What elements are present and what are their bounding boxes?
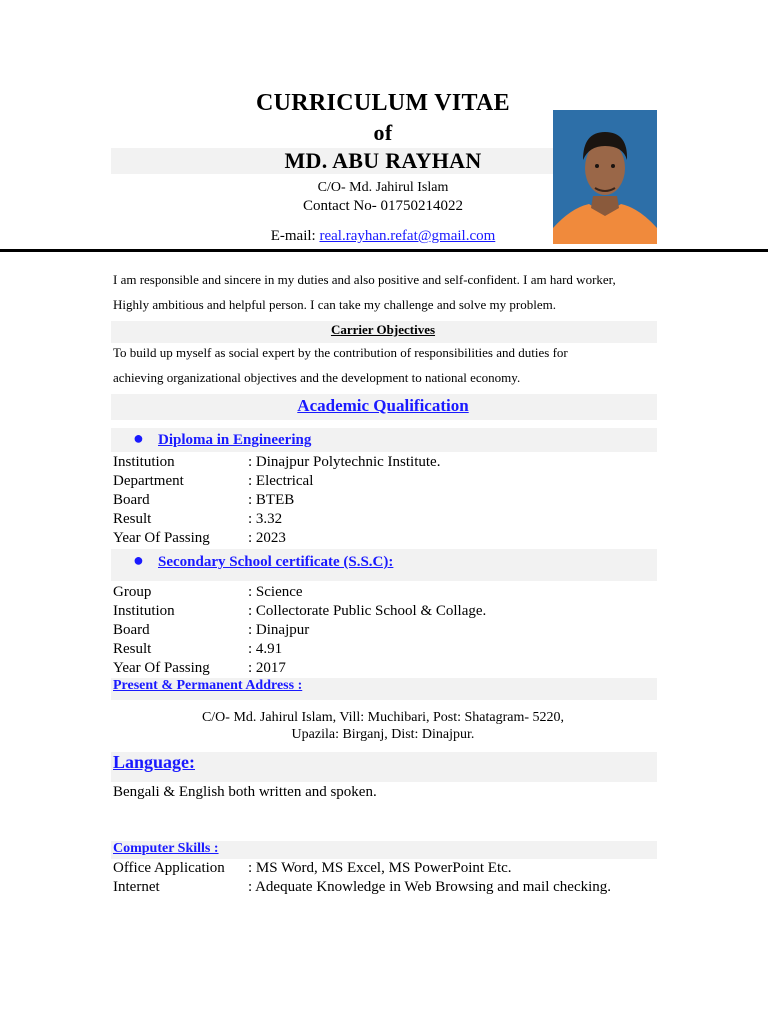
intro-line-2: Highly ambitious and helpful person. I can take my challenge and solve my problem.	[113, 297, 556, 312]
row-value: : 2023	[248, 530, 286, 546]
row-label: Result	[113, 641, 152, 657]
bullet-icon: ●	[133, 428, 144, 448]
row-label: Board	[113, 492, 150, 508]
objectives-line-1: To build up myself as social expert by the contribution of responsibilities and duties for	[113, 345, 568, 360]
row-value: : Adequate Knowledge in Web Browsing and mail checking.	[248, 879, 612, 895]
header-divider	[0, 249, 768, 252]
row-label: Year Of Passing	[113, 530, 210, 546]
cv-name: MD. ABU RAYHAN	[284, 148, 482, 173]
row-label: Institution	[113, 603, 175, 619]
row-value: : 4.91	[248, 641, 283, 657]
email-link[interactable]: real.rayhan.refat@gmail.com	[319, 228, 496, 244]
cv-of: of	[373, 120, 393, 145]
cv-title: CURRICULUM VITAE	[256, 90, 510, 116]
row-value: : 2017	[248, 660, 286, 676]
email-label: E-mail:	[270, 228, 320, 244]
language-text: Bengali & English both written and spoken.	[113, 784, 377, 800]
objectives-heading: Carrier Objectives	[330, 322, 436, 337]
row-label: Result	[113, 511, 152, 527]
portrait-icon	[553, 110, 657, 244]
row-value: : 3.32	[248, 511, 283, 527]
intro-paragraph	[113, 267, 656, 317]
row-label: Internet	[113, 879, 160, 895]
row-label: Department	[113, 473, 184, 489]
row-label: Year Of Passing	[113, 660, 210, 676]
diploma-title: Diploma in Engineering	[158, 432, 312, 448]
person-photo	[553, 110, 657, 244]
objectives-line-2: achieving organizational objectives and the development to national economy.	[113, 370, 521, 385]
ssc-title: Secondary School certificate (S.S.C):	[158, 554, 394, 570]
contact-number: Contact No- 01750214022	[303, 198, 463, 214]
academic-heading: Academic Qualification	[297, 396, 469, 415]
bullet-icon: ●	[133, 550, 144, 570]
row-label: Institution	[113, 454, 175, 470]
language-heading: Language:	[113, 752, 196, 772]
address-line-2: Upazila: Birganj, Dist: Dinajpur.	[291, 727, 475, 742]
row-value: : Electrical	[248, 473, 314, 489]
care-of: C/O- Md. Jahirul Islam	[317, 180, 449, 195]
row-value: : Dinajpur	[248, 622, 310, 638]
row-value: : Dinajpur Polytechnic Institute.	[248, 454, 441, 470]
row-value: : Science	[248, 584, 303, 600]
objectives-paragraph	[113, 340, 656, 390]
intro-line-1: I am responsible and sincere in my duties and also positive and self-confident. I am hard worker,	[113, 272, 616, 287]
row-value: : MS Word, MS Excel, MS PowerPoint Etc.	[248, 860, 512, 876]
row-label: Group	[113, 584, 152, 600]
address-line-1: C/O- Md. Jahirul Islam, Vill: Muchibari, Post: Shatagram- 5220,	[201, 710, 565, 725]
skills-heading: Computer Skills :	[113, 841, 219, 856]
row-value: : Collectorate Public School & Collage.	[248, 603, 487, 619]
row-label: Office Application	[113, 860, 225, 876]
address-heading: Present & Permanent Address :	[113, 678, 303, 693]
row-label: Board	[113, 622, 150, 638]
row-value: : BTEB	[248, 492, 295, 508]
